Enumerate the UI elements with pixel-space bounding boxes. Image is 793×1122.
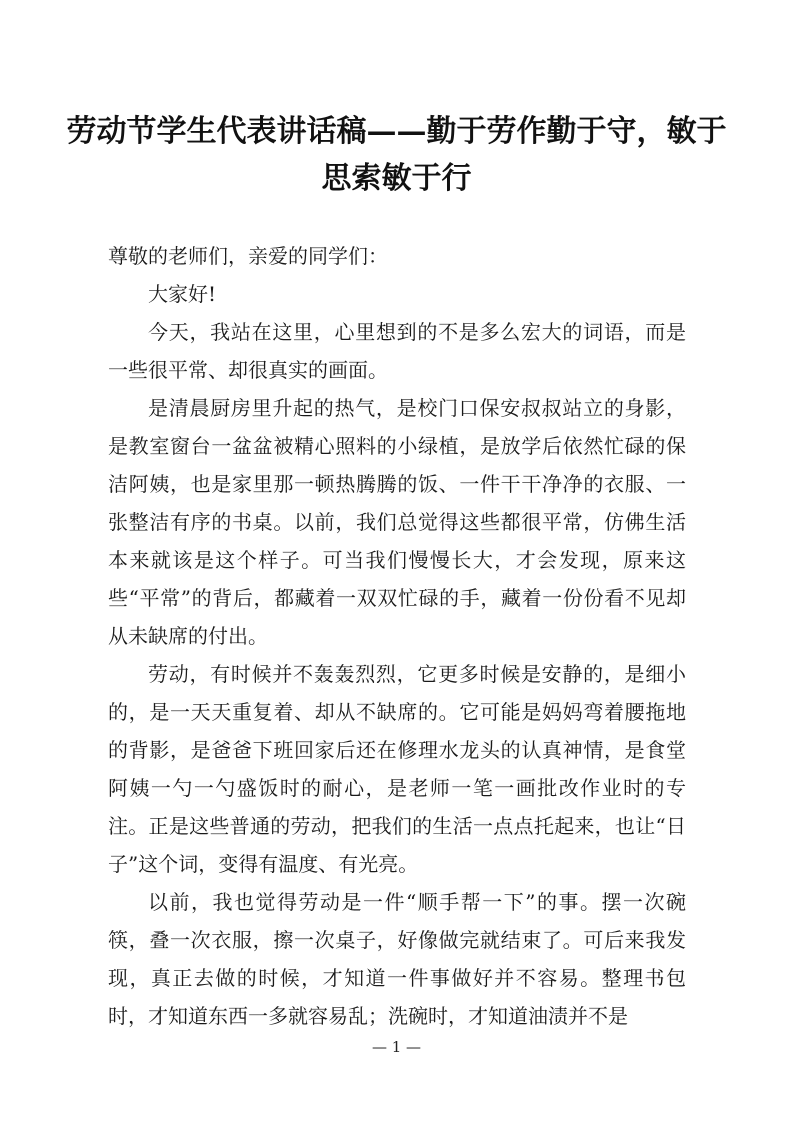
paragraph: 是清晨厨房里升起的热气，是校门口保安叔叔站立的身影，是教室窗台一盆盆被精心照料的小绿植，是放学后依然忙碌的保洁阿姨，也是家里那一顿热腾腾的饭、一件干干净净的衣服、一张整洁有序的书桌。以前，我们总觉得这些都很平常，仿佛生活本来就该是这个样子。可当我们慢慢长大，才会发现，原来这些“平常”的背后，都藏着一双双忙碌的手，藏着一份份看不见却从未缺席的付出。 [108, 396, 686, 648]
greeting-line: 尊敬的老师们，亲爱的同学们： [108, 244, 388, 268]
document-title: 劳动节学生代表讲话稿——勤于劳作勤于守，敏于思索敏于行 [66, 114, 727, 196]
page-number: — 1 — [371, 1038, 422, 1056]
paragraph: 今天，我站在这里，心里想到的不是多么宏大的词语，而是一些很平常、却很真实的画面。 [108, 320, 686, 382]
paragraph: 大家好! [148, 282, 217, 306]
paragraph: 劳动，有时候并不轰轰烈烈，它更多时候是安静的，是细小的，是一天天重复着、却从不缺席的。它可能是妈妈弯着腰拖地的背影，是爸爸下班回家后还在修理水龙头的认真神情，是食堂阿姨一勺一勺盛饭时的耐心，是老师一笔一画批改作业时的专注。正是这些普通的劳动，把我们的生活一点点托起来，也让“日子”这个词，变得有温度、有光亮。 [108, 662, 686, 876]
paragraph: 以前，我也觉得劳动是一件“顺手帮一下”的事。摆一次碗筷，叠一次衣服，擦一次桌子，好像做完就结束了。可后来我发现，真正去做的时候，才知道一件事做好并不容易。整理书包时，才知道东西一多就容易乱；洗碗时，才知道油渍并不是 [108, 890, 686, 1028]
document-body [108, 237, 686, 1035]
